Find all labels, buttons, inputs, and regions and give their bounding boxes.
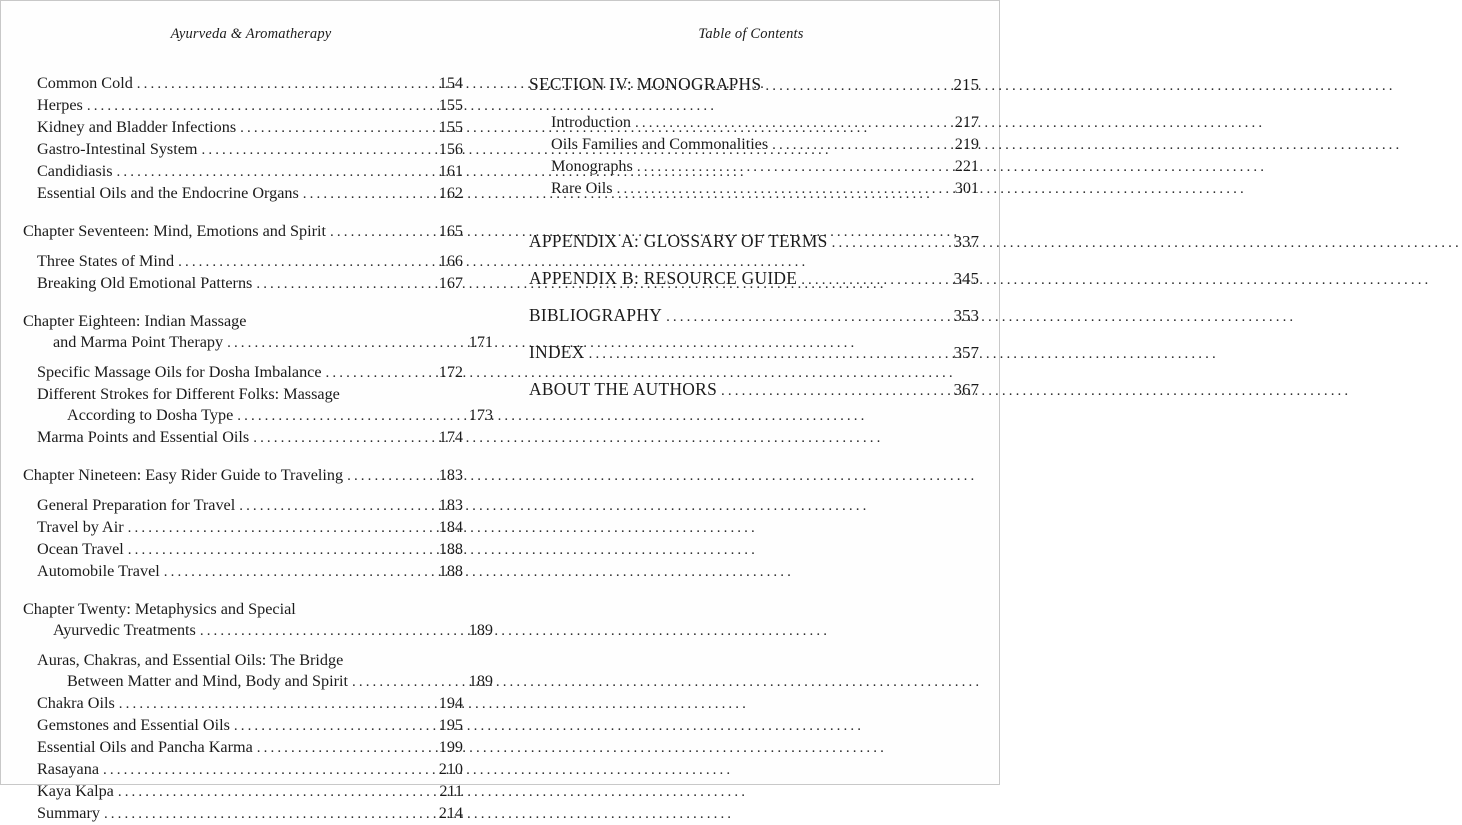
toc-entry-title: Gemstones and Essential Oils	[37, 716, 230, 734]
toc-dot-leader	[617, 179, 950, 200]
toc-entry-title-line: Auras, Chakras, and Essential Oils: The Bridge	[37, 651, 344, 669]
toc-entry-title: Kaya Kalpa	[37, 782, 114, 800]
toc-entry-title: Oils Families and Commonalities	[551, 135, 769, 153]
toc-leader-row	[529, 304, 979, 329]
toc-dot-leader	[128, 540, 434, 561]
toc-leader-row	[23, 332, 493, 354]
toc-entry-title: SECTION IV: MONOGRAPHS	[529, 74, 762, 94]
toc-entry-title-line: Chapter Eighteen: Indian Massage	[23, 312, 247, 330]
toc-dot-leader	[200, 621, 464, 642]
toc-columns	[1, 73, 1001, 825]
toc-entry[interactable]	[37, 362, 463, 384]
toc-entry-title: APPENDIX B: RESOURCE GUIDE	[529, 268, 798, 288]
toc-entry[interactable]	[37, 95, 463, 117]
toc-spacer	[529, 292, 979, 304]
toc-entry-title: Specific Massage Oils for Dosha Imbalance	[37, 363, 322, 381]
toc-entry[interactable]	[551, 112, 979, 134]
toc-entry-title: According to Dosha Type	[67, 406, 234, 424]
toc-entry-title: Common Cold	[37, 74, 133, 92]
toc-entry-title: BIBLIOGRAPHY	[529, 305, 663, 325]
toc-leader-row	[37, 183, 463, 205]
toc-entry-title: Summary	[37, 804, 100, 822]
toc-dot-leader	[119, 694, 434, 715]
toc-page-number: 301	[954, 179, 979, 197]
toc-entry[interactable]	[37, 139, 463, 161]
toc-dot-leader	[666, 306, 950, 329]
toc-page-number: 167	[438, 274, 463, 292]
toc-leader-row	[37, 73, 463, 95]
toc-dot-leader	[326, 363, 434, 384]
toc-page-number: 188	[438, 540, 463, 558]
toc-page-number: 183	[438, 496, 463, 514]
toc-column-left	[1, 73, 501, 825]
toc-entry-title: Candidiasis	[37, 162, 113, 180]
toc-entry[interactable]	[37, 759, 463, 781]
toc-leader-row	[37, 539, 463, 561]
toc-entry-title: Rare Oils	[551, 179, 613, 197]
toc-dot-leader	[164, 562, 434, 583]
toc-page-number: 214	[438, 804, 463, 822]
toc-page-number: 195	[438, 716, 463, 734]
toc-dot-leader	[330, 222, 434, 243]
toc-entry[interactable]	[37, 495, 463, 517]
toc-entry[interactable]	[23, 465, 463, 487]
toc-entry[interactable]	[37, 650, 493, 693]
toc-page-number: 173	[468, 406, 493, 424]
toc-leader-row	[23, 465, 463, 487]
toc-dot-leader	[118, 782, 434, 803]
toc-dot-leader	[137, 74, 434, 95]
toc-leader-row	[37, 561, 463, 583]
toc-leader-row	[551, 134, 979, 156]
toc-dot-leader	[589, 343, 950, 366]
toc-entry-title: Marma Points and Essential Oils	[37, 428, 250, 446]
toc-entry-title: General Preparation for Travel	[37, 496, 236, 514]
toc-dot-leader	[240, 118, 434, 139]
toc-dot-leader	[347, 466, 434, 487]
toc-dot-leader	[239, 496, 434, 517]
toc-dot-leader	[87, 96, 434, 117]
toc-entry-title: Ayurvedic Treatments	[53, 621, 196, 639]
toc-dot-leader	[635, 113, 950, 134]
toc-entry[interactable]	[551, 178, 979, 200]
toc-dot-leader	[253, 428, 434, 449]
toc-dot-leader	[202, 140, 435, 161]
toc-entry[interactable]	[37, 251, 463, 273]
toc-entry-title: ABOUT THE AUTHORS	[529, 379, 718, 399]
toc-block-gap	[23, 583, 463, 599]
toc-page-number: 199	[438, 738, 463, 756]
toc-entry[interactable]	[37, 183, 463, 205]
toc-block	[529, 73, 979, 200]
toc-leader-row	[37, 117, 463, 139]
toc-entry-title: Chapter Nineteen: Easy Rider Guide to Traveling	[23, 466, 344, 484]
toc-entry-title: Essential Oils and Pancha Karma	[37, 738, 253, 756]
toc-leader-row	[37, 251, 463, 273]
toc-dot-leader	[178, 252, 434, 273]
toc-page-number: 367	[953, 380, 979, 399]
toc-block	[23, 311, 493, 449]
toc-page-number: 337	[953, 232, 979, 251]
toc-block-gap	[23, 295, 463, 311]
toc-leader-row	[37, 737, 463, 759]
toc-entry-title: Rasayana	[37, 760, 100, 778]
toc-page-number: 210	[438, 760, 463, 778]
toc-page-number: 221	[954, 157, 979, 175]
toc-entry-title: INDEX	[529, 342, 585, 362]
toc-entry[interactable]	[37, 561, 463, 583]
toc-entry[interactable]	[551, 156, 979, 178]
toc-spacer	[23, 243, 463, 251]
toc-leader-row	[529, 73, 979, 98]
toc-page-number: 188	[438, 562, 463, 580]
toc-entry-title: Essential Oils and the Endocrine Organs	[37, 184, 299, 202]
toc-entry-title: Gastro-Intestinal System	[37, 140, 198, 158]
toc-page-number: 183	[438, 466, 463, 484]
toc-entry-title: APPENDIX A: GLOSSARY OF TERMS	[529, 231, 828, 251]
toc-page-number: 154	[438, 74, 463, 92]
toc-entry-title: Herpes	[37, 96, 83, 114]
toc-dot-leader	[227, 333, 464, 354]
toc-entry[interactable]	[551, 134, 979, 156]
toc-entry[interactable]	[529, 73, 979, 98]
toc-entry[interactable]	[37, 427, 463, 449]
toc-entry-title: and Marma Point Therapy	[53, 333, 224, 351]
toc-page-number: 217	[954, 113, 979, 131]
toc-leader-row	[37, 803, 463, 825]
toc-entry-title: Between Matter and Mind, Body and Spirit	[67, 672, 348, 690]
toc-page-number: 172	[438, 363, 463, 381]
running-head-right: Table of Contents	[698, 26, 804, 42]
toc-page-number: 189	[468, 621, 493, 639]
toc-page-number: 357	[953, 343, 979, 362]
toc-page-number: 194	[438, 694, 463, 712]
toc-page-number: 171	[468, 333, 493, 351]
toc-block-gap	[23, 449, 463, 465]
toc-entry-title: Kidney and Bladder Infections	[37, 118, 237, 136]
toc-dot-leader	[303, 184, 434, 205]
toc-leader-row	[529, 378, 979, 403]
toc-leader-row	[37, 495, 463, 517]
running-head-left: Ayurveda & Aromatherapy	[170, 26, 332, 42]
toc-entry[interactable]	[37, 517, 463, 539]
toc-page-number: 215	[953, 75, 979, 94]
toc-dot-leader	[801, 269, 950, 292]
toc-leader-row	[529, 267, 979, 292]
toc-entry[interactable]	[529, 341, 979, 366]
toc-entry-title-line: Different Strokes for Different Folks: Massage	[37, 385, 340, 403]
toc-page-number: 219	[954, 135, 979, 153]
toc-leader-row	[37, 161, 463, 183]
toc-dot-leader	[765, 75, 950, 98]
toc-entry[interactable]	[37, 737, 463, 759]
toc-block	[23, 73, 463, 205]
toc-dot-leader	[772, 135, 950, 156]
running-heads	[1, 26, 1001, 48]
toc-block	[23, 465, 463, 583]
toc-dot-leader	[103, 760, 434, 781]
toc-entry-title: Automobile Travel	[37, 562, 160, 580]
toc-page-number: 174	[438, 428, 463, 446]
toc-block	[23, 221, 463, 295]
toc-leader-row	[37, 715, 463, 737]
toc-page-number: 162	[438, 184, 463, 202]
toc-entry[interactable]	[23, 311, 493, 354]
toc-entry[interactable]	[37, 539, 463, 561]
toc-entry[interactable]	[529, 304, 979, 329]
toc-leader-row	[37, 362, 463, 384]
toc-dot-leader	[352, 672, 464, 693]
toc-leader-row	[37, 759, 463, 781]
toc-dot-leader	[128, 518, 434, 539]
toc-dot-leader	[832, 232, 950, 255]
toc-page-number: 156	[438, 140, 463, 158]
toc-dot-leader	[257, 738, 434, 759]
toc-page-number: 166	[438, 252, 463, 270]
toc-leader-row	[37, 273, 463, 295]
toc-dot-leader	[721, 380, 950, 403]
toc-entry[interactable]	[37, 715, 463, 737]
toc-leader-row	[23, 221, 463, 243]
toc-page-number: 184	[438, 518, 463, 536]
toc-leader-row	[551, 178, 979, 200]
toc-page-number: 155	[438, 96, 463, 114]
toc-page-number: 345	[953, 269, 979, 288]
toc-leader-row	[37, 139, 463, 161]
toc-entry[interactable]	[37, 273, 463, 295]
toc-page-number: 353	[953, 306, 979, 325]
toc-entry-title: Ocean Travel	[37, 540, 124, 558]
toc-dot-leader	[104, 804, 434, 825]
toc-dot-leader	[234, 716, 434, 737]
toc-leader-row	[529, 230, 979, 255]
toc-page-number: 165	[438, 222, 463, 240]
toc-dot-leader	[237, 406, 464, 427]
toc-leader-row	[37, 671, 493, 693]
toc-entry[interactable]	[37, 73, 463, 95]
toc-entry-title: Chapter Seventeen: Mind, Emotions and Spirit	[23, 222, 327, 240]
toc-entry-title: Monographs	[551, 157, 633, 175]
toc-block-gap	[23, 205, 463, 221]
toc-leader-row	[551, 156, 979, 178]
toc-entry[interactable]	[37, 693, 463, 715]
toc-spacer	[23, 642, 463, 650]
toc-leader-row	[37, 781, 463, 803]
toc-dot-leader	[256, 274, 434, 295]
toc-spacer	[23, 354, 463, 362]
toc-entry-title: Three States of Mind	[37, 252, 175, 270]
toc-leader-row	[37, 405, 493, 427]
toc-page-number: 155	[438, 118, 463, 136]
toc-leader-row	[529, 341, 979, 366]
toc-leader-row	[37, 693, 463, 715]
toc-entry[interactable]	[37, 781, 463, 803]
toc-entry[interactable]	[23, 221, 463, 243]
toc-entry[interactable]	[529, 267, 979, 292]
toc-page-number: 211	[439, 782, 463, 800]
toc-spacer	[23, 487, 463, 495]
toc-leader-row	[551, 112, 979, 134]
toc-entry[interactable]	[37, 117, 463, 139]
toc-entry[interactable]	[23, 599, 493, 642]
toc-dot-leader	[117, 162, 434, 183]
toc-block	[23, 599, 493, 825]
toc-entry-title: Breaking Old Emotional Patterns	[37, 274, 253, 292]
toc-entry[interactable]	[529, 378, 979, 403]
toc-leader-row	[37, 427, 463, 449]
toc-dot-leader	[637, 157, 950, 178]
toc-entry-title: Introduction	[551, 113, 632, 131]
toc-leader-row	[37, 517, 463, 539]
toc-entry-title: Chakra Oils	[37, 694, 115, 712]
toc-entry[interactable]	[37, 384, 493, 427]
toc-entry[interactable]	[37, 803, 463, 825]
toc-page-number: 189	[468, 672, 493, 690]
toc-entry[interactable]	[529, 230, 979, 255]
toc-column-right	[501, 73, 1001, 825]
toc-entry-title-line: Chapter Twenty: Metaphysics and Special	[23, 600, 296, 618]
toc-leader-row	[37, 95, 463, 117]
toc-entry-title: Travel by Air	[37, 518, 124, 536]
toc-page-number: 161	[438, 162, 463, 180]
toc-entry[interactable]	[37, 161, 463, 183]
toc-leader-row	[23, 620, 493, 642]
